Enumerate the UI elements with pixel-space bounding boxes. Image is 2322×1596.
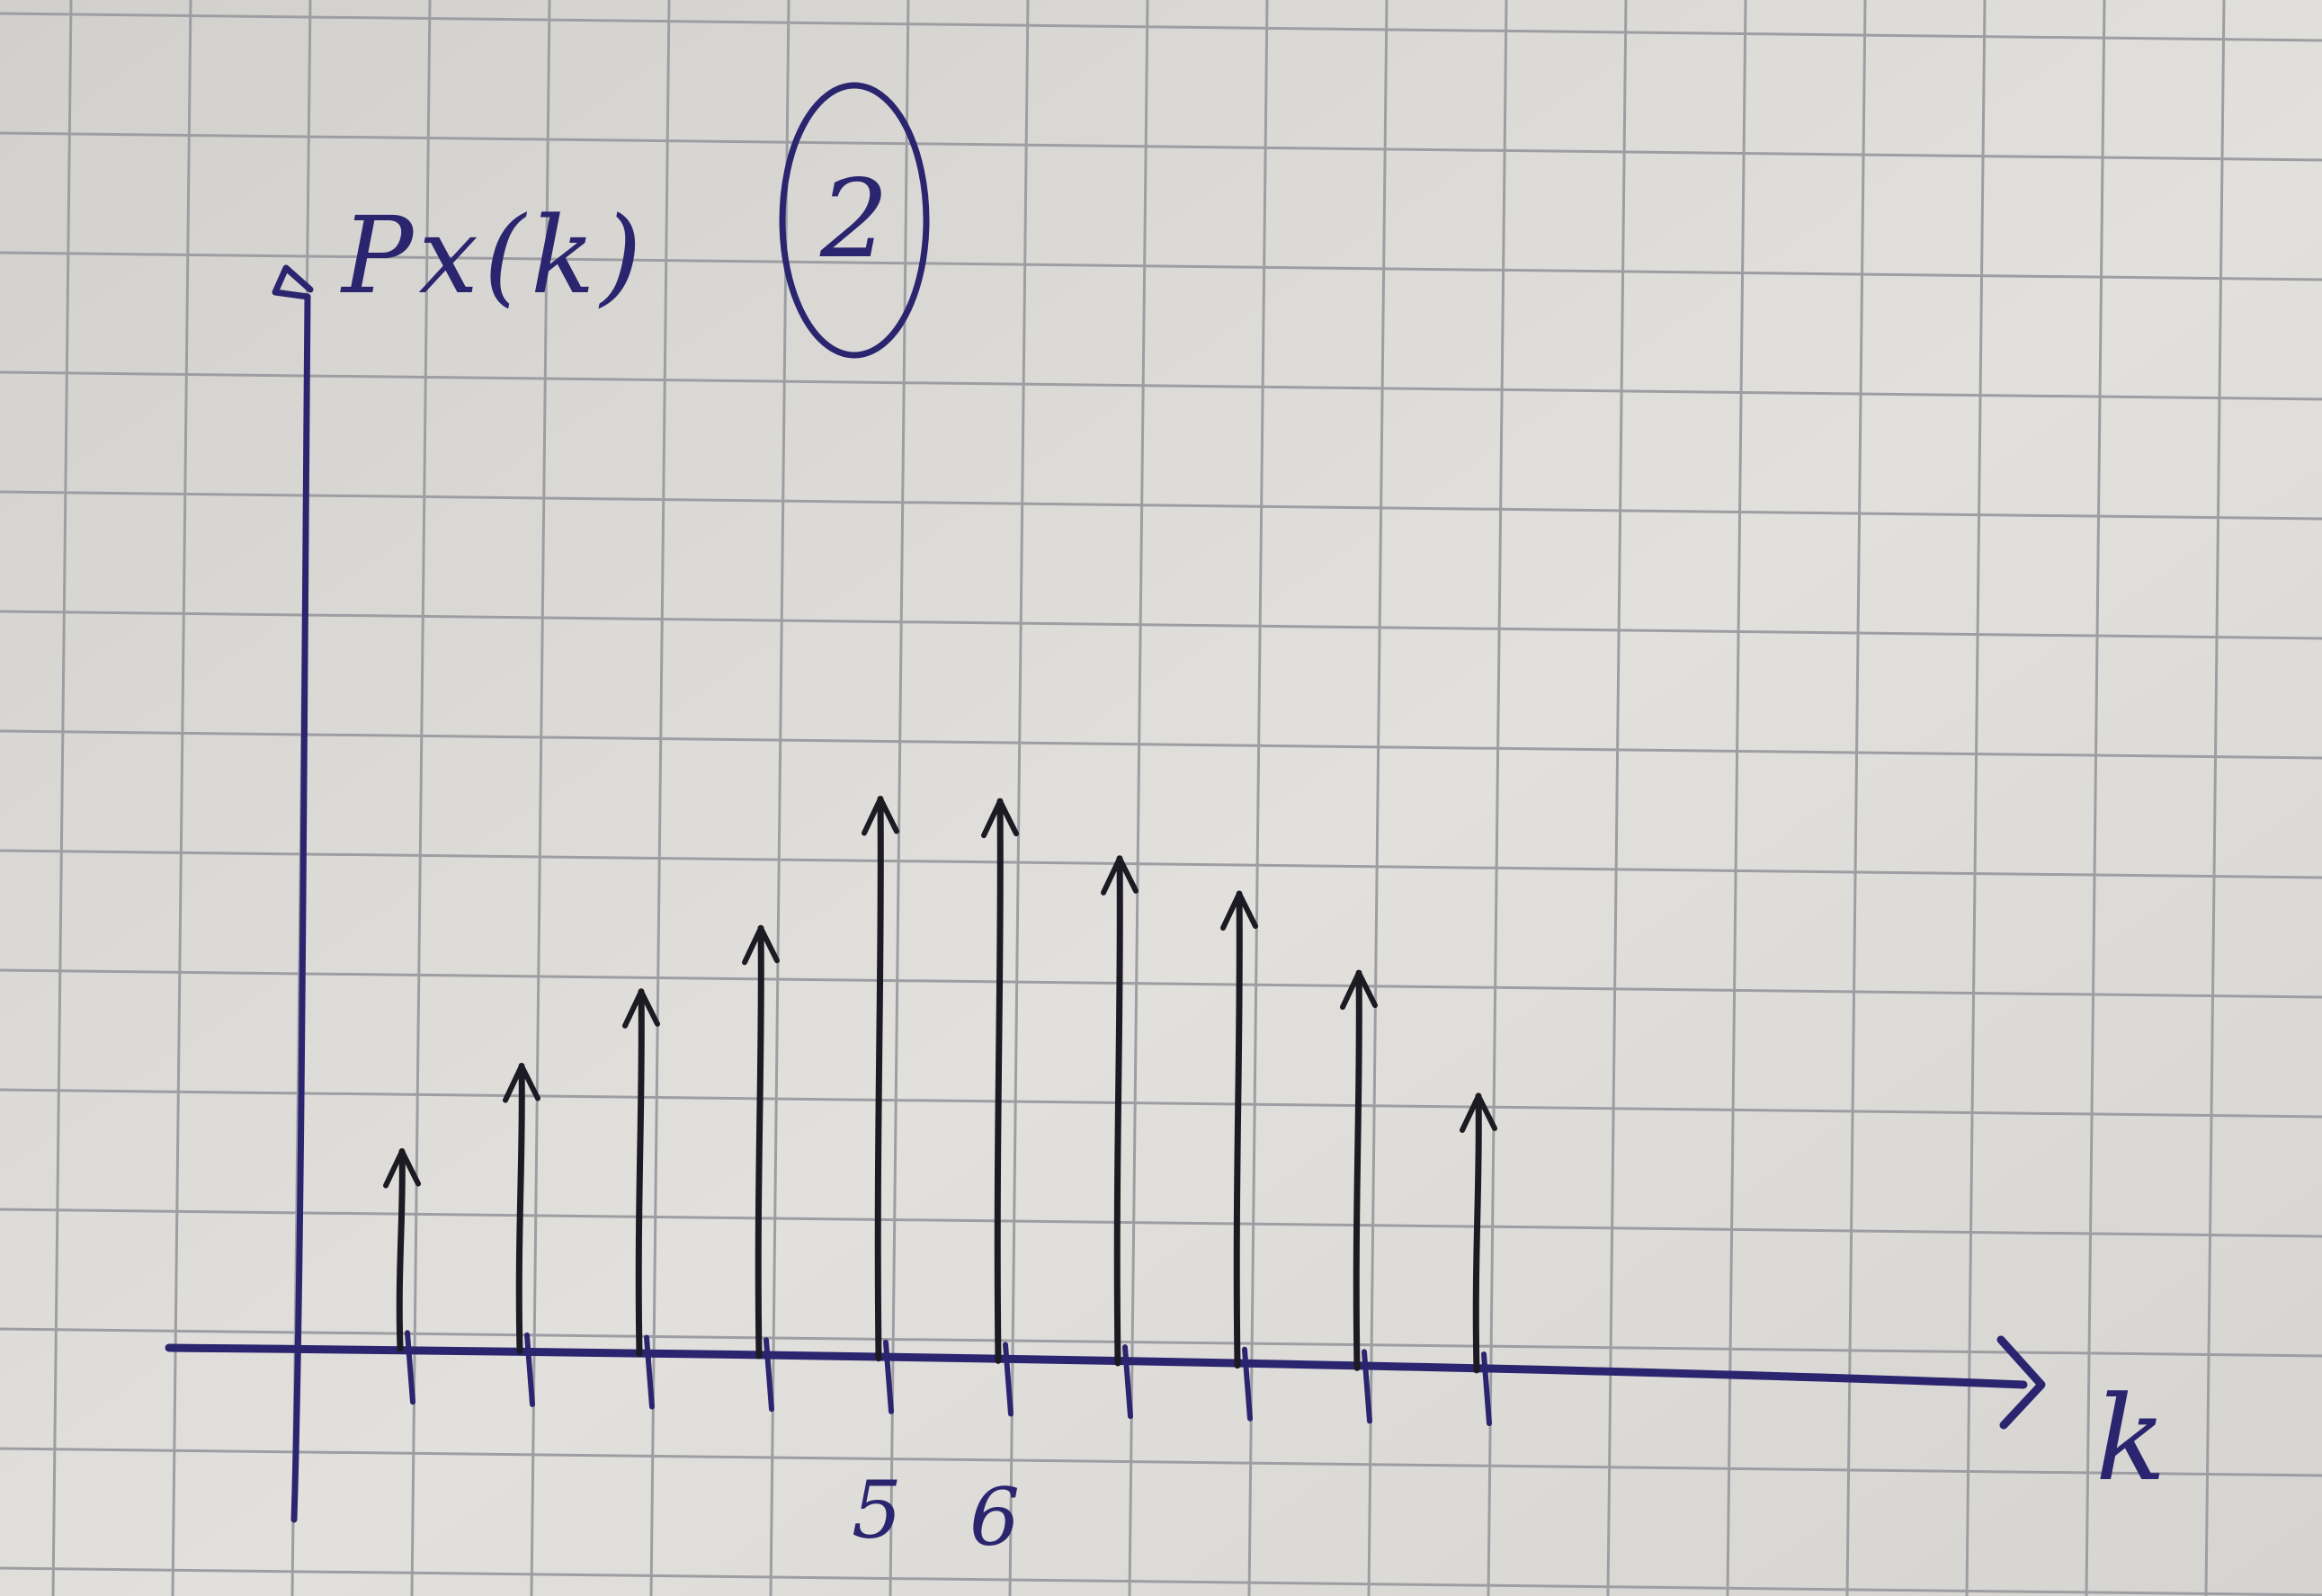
y-axis-label: Px(k) xyxy=(342,193,647,317)
badge-number: 2 xyxy=(819,157,889,282)
stem-line-6 xyxy=(997,801,1000,1360)
stem-line-2 xyxy=(519,1066,522,1351)
stem-line-9 xyxy=(1356,973,1359,1368)
x-tick-label-5: 5 xyxy=(852,1464,902,1556)
stem-line-4 xyxy=(758,928,761,1356)
stem-line-7 xyxy=(1117,859,1120,1363)
stem-line-5 xyxy=(878,798,880,1358)
stem-line-3 xyxy=(639,992,641,1354)
stem-line-1 xyxy=(399,1152,402,1350)
stem-line-8 xyxy=(1237,894,1239,1366)
x-axis-label: k xyxy=(2095,1370,2166,1507)
stem-line-10 xyxy=(1476,1096,1478,1370)
x-tick-label-6: 6 xyxy=(969,1471,1020,1564)
